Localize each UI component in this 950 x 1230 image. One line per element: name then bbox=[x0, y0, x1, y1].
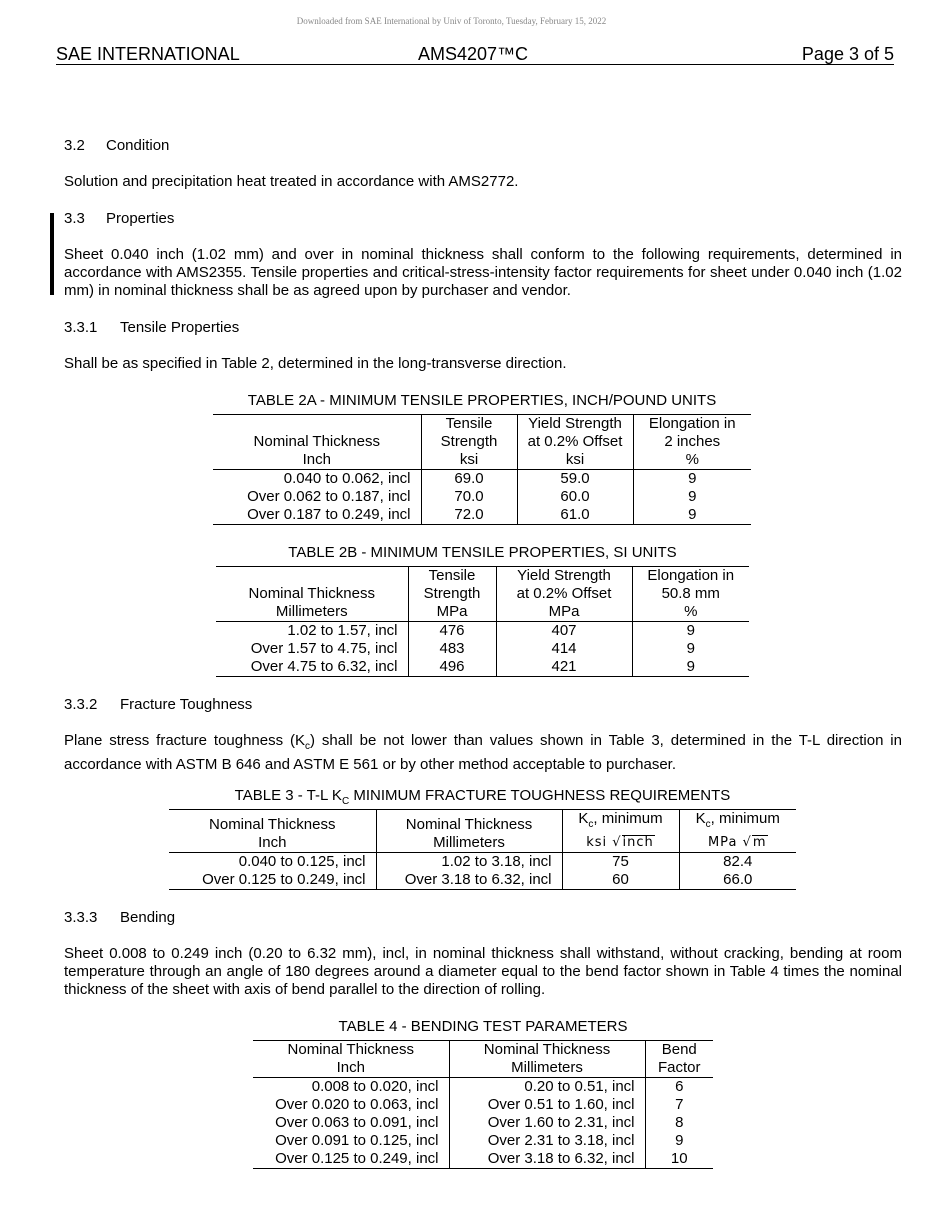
section-number: 3.3.3 bbox=[64, 909, 98, 926]
table-header-cell: Nominal Thickness bbox=[216, 585, 408, 603]
table-header-cell: % bbox=[632, 603, 749, 622]
table-row bbox=[216, 658, 749, 677]
table-row bbox=[216, 640, 749, 658]
table-2b bbox=[216, 566, 749, 677]
table-cell: Over 1.57 to 4.75, incl bbox=[216, 640, 408, 658]
table-4-caption: TABLE 4 - BENDING TEST PARAMETERS bbox=[338, 1018, 628, 1035]
table-header-cell: Inch bbox=[253, 1059, 449, 1078]
table-cell: 9 bbox=[688, 488, 697, 505]
table-cell: 69.0 bbox=[421, 470, 517, 489]
table-cell: 7 bbox=[675, 1096, 684, 1113]
table-cell: Over 0.091 to 0.125, incl bbox=[253, 1132, 449, 1150]
table-cell: 70.0 bbox=[421, 488, 517, 506]
table-4 bbox=[253, 1040, 713, 1169]
table-row bbox=[253, 1114, 713, 1132]
table-cell: 9 bbox=[633, 506, 751, 525]
table-row bbox=[213, 506, 751, 525]
table-cell: Over 0.125 to 0.249, incl bbox=[169, 871, 376, 890]
section-3-3-2-text: Plane stress fracture toughness $(K_c)$ shall be not lower than values shown in Table 3, determined in the T-L direction in accordance with ASTM B 646 and ASTM E 561 or by other method acceptable to purchaser. bbox=[64, 732, 902, 773]
table-cell: 0.008 to 0.020, incl bbox=[253, 1078, 449, 1097]
section-number: 3.3.1 bbox=[64, 319, 98, 336]
table-cell: 61.0 bbox=[517, 506, 633, 525]
table-header-cell: Tensile bbox=[408, 567, 496, 586]
table-cell: Over 0.063 to 0.091, incl bbox=[253, 1114, 449, 1132]
table-header-cell: MPa bbox=[496, 603, 632, 622]
table-cell: 496 bbox=[408, 658, 496, 677]
section-3-2-heading bbox=[64, 137, 902, 155]
section-3-3-text: Sheet 0.040 inch (1.02 mm) and over in nominal thickness shall conform to the following requirements, determined in accordance with AMS2355. Tensile properties and critical-stress-intensity factor requirements for sheet under 0.040 inch (1.02 mm) in nominal thickness shall be as agreed upon by purchaser and vendor. bbox=[64, 246, 902, 299]
table-cell: 9 bbox=[686, 640, 695, 657]
section-3-3-1-heading bbox=[64, 319, 902, 337]
table-cell: 66.0 bbox=[679, 871, 796, 890]
table-header-cell bbox=[216, 567, 408, 586]
table-header-cell: Elongation in bbox=[633, 415, 751, 434]
table-header-cell: Millimeters bbox=[376, 834, 562, 853]
table-cell: 60 bbox=[562, 871, 679, 890]
table-header-cell: % bbox=[633, 451, 751, 470]
table-cell: 414 bbox=[496, 640, 632, 658]
table-header-cell: Yield Strength bbox=[496, 567, 632, 586]
table-cell: 0.20 to 0.51, incl bbox=[449, 1078, 645, 1097]
table-cell: 59.0 bbox=[517, 470, 633, 489]
header-doc-number: AMS4207™C bbox=[418, 44, 529, 64]
table-header-cell: Factor bbox=[645, 1059, 713, 1078]
table-header-cell: 2 inches bbox=[664, 433, 721, 450]
table-row bbox=[253, 1150, 713, 1169]
section-3-3-2-heading bbox=[64, 696, 902, 714]
table-cell: 8 bbox=[675, 1114, 684, 1131]
table-row bbox=[213, 488, 751, 506]
table-header-cell: Elongation in bbox=[632, 567, 749, 586]
table-header-cell: Bend bbox=[645, 1041, 713, 1060]
table-header-cell: Strength bbox=[421, 433, 517, 451]
table-cell: 82.4 bbox=[723, 853, 753, 870]
table-row bbox=[169, 853, 796, 872]
table-row bbox=[216, 622, 749, 641]
table-row bbox=[253, 1096, 713, 1114]
section-title: Fracture Toughness bbox=[120, 696, 253, 713]
table-cell: 10 bbox=[645, 1150, 713, 1169]
table-cell: 476 bbox=[408, 622, 496, 641]
table-header-cell: Inch bbox=[169, 834, 376, 853]
table-cell: Over 3.18 to 6.32, incl bbox=[449, 1150, 645, 1169]
table-cell: 1.02 to 3.18, incl bbox=[376, 853, 562, 872]
table-2b-caption: TABLE 2B - MINIMUM TENSILE PROPERTIES, SI UNITS bbox=[288, 544, 677, 561]
table-header-cell bbox=[213, 415, 421, 434]
revision-change-bar bbox=[50, 213, 54, 295]
table-cell: 1.02 to 1.57, incl bbox=[216, 622, 408, 641]
table-cell: 0.040 to 0.125, incl bbox=[169, 853, 376, 872]
section-3-3-1-text: Shall be as specified in Table 2, determined in the long-transverse direction. bbox=[64, 355, 567, 372]
header-org: SAE INTERNATIONAL bbox=[56, 44, 240, 64]
table-header-cell: Millimeters bbox=[216, 603, 408, 622]
table-3 bbox=[169, 809, 796, 890]
table-header-cell: Nominal Thickness bbox=[376, 810, 562, 835]
table-cell: Over 2.31 to 3.18, incl bbox=[449, 1132, 645, 1150]
table-cell: 75 bbox=[562, 853, 679, 872]
table-header-cell: Nominal Thickness bbox=[449, 1041, 645, 1060]
table-2a-caption: TABLE 2A - MINIMUM TENSILE PROPERTIES, INCH/POUND UNITS bbox=[247, 392, 717, 409]
section-title: Condition bbox=[106, 137, 170, 154]
section-title: Properties bbox=[106, 210, 175, 227]
table-cell: Over 0.020 to 0.063, incl bbox=[253, 1096, 449, 1114]
section-3-2-text: Solution and precipitation heat treated in accordance with AMS2772. bbox=[64, 173, 519, 190]
table-header-cell: Nominal Thickness bbox=[213, 433, 421, 451]
section-number: 3.3.2 bbox=[64, 696, 98, 713]
table-cell: 9 bbox=[632, 658, 749, 677]
table-cell: Over 4.75 to 6.32, incl bbox=[216, 658, 408, 677]
table-header-cell: at 0.2% Offset bbox=[496, 585, 632, 603]
section-title: Tensile Properties bbox=[120, 319, 240, 336]
table-cell: 483 bbox=[408, 640, 496, 658]
table-cell: 9 bbox=[688, 470, 697, 487]
table-cell: Over 0.062 to 0.187, incl bbox=[213, 488, 421, 506]
table-header-cell: MPa bbox=[408, 603, 496, 622]
table-cell: 9 bbox=[686, 622, 695, 639]
table-3-caption: TABLE 3 - T-L $K_C$ MINIMUM FRACTURE TOUGHNESS REQUIREMENTS bbox=[234, 787, 731, 807]
table-row bbox=[169, 871, 796, 890]
section-3-3-heading bbox=[64, 210, 902, 228]
table-cell: 72.0 bbox=[421, 506, 517, 525]
table-2a bbox=[213, 414, 751, 525]
table-header-cell: Millimeters bbox=[449, 1059, 645, 1078]
table-cell: 6 bbox=[675, 1078, 684, 1095]
page-header bbox=[56, 44, 894, 65]
table-header-cell: ksi √inch bbox=[562, 834, 679, 853]
table-row bbox=[213, 470, 751, 489]
section-number: 3.2 bbox=[64, 137, 85, 154]
table-cell: 0.040 to 0.062, incl bbox=[213, 470, 421, 489]
table-header-cell: at 0.2% Offset bbox=[517, 433, 633, 451]
table-cell: 407 bbox=[496, 622, 632, 641]
table-cell: Over 3.18 to 6.32, incl bbox=[376, 871, 562, 890]
table-header-cell: $K_c$, minimum bbox=[679, 810, 796, 835]
table-cell: 421 bbox=[496, 658, 632, 677]
section-number: 3.3 bbox=[64, 210, 85, 227]
table-row bbox=[253, 1078, 713, 1097]
table-header-cell: Inch bbox=[213, 451, 421, 470]
section-3-3-3-text: Sheet 0.008 to 0.249 inch (0.20 to 6.32 mm), incl, in nominal thickness shall withstand, without cracking, bending at room temperature through an angle of 180 degrees around a diameter equal to the bend factor shown in Table 4 times the nominal thickness of the sheet with axis of bend parallel to the direction of rolling. bbox=[64, 945, 902, 998]
table-header-cell: ksi bbox=[517, 451, 633, 470]
table-cell: Over 1.60 to 2.31, incl bbox=[449, 1114, 645, 1132]
table-row bbox=[253, 1132, 713, 1150]
section-title: Bending bbox=[120, 909, 176, 926]
table-cell: Over 0.125 to 0.249, incl bbox=[253, 1150, 449, 1169]
table-cell: 9 bbox=[675, 1132, 684, 1149]
table-header-cell: 50.8 mm bbox=[661, 585, 720, 602]
table-header-cell: Tensile bbox=[421, 415, 517, 434]
table-cell: 60.0 bbox=[517, 488, 633, 506]
table-header-cell: ksi bbox=[421, 451, 517, 470]
section-3-3-3-heading bbox=[64, 909, 902, 927]
table-header-cell: Strength bbox=[408, 585, 496, 603]
header-page-number: Page 3 of 5 bbox=[801, 44, 894, 64]
table-cell: Over 0.187 to 0.249, incl bbox=[213, 506, 421, 525]
table-header-cell: MPa √m bbox=[679, 834, 796, 853]
download-watermark: Downloaded from SAE International by Univ of Toronto, Tuesday, February 15, 2022 bbox=[296, 16, 607, 26]
table-header-cell: Nominal Thickness bbox=[169, 810, 376, 835]
table-header-cell: Nominal Thickness bbox=[253, 1041, 449, 1060]
table-header-cell: Yield Strength bbox=[517, 415, 633, 434]
table-cell: Over 0.51 to 1.60, incl bbox=[449, 1096, 645, 1114]
table-header-cell: $K_c$, minimum bbox=[562, 810, 679, 835]
